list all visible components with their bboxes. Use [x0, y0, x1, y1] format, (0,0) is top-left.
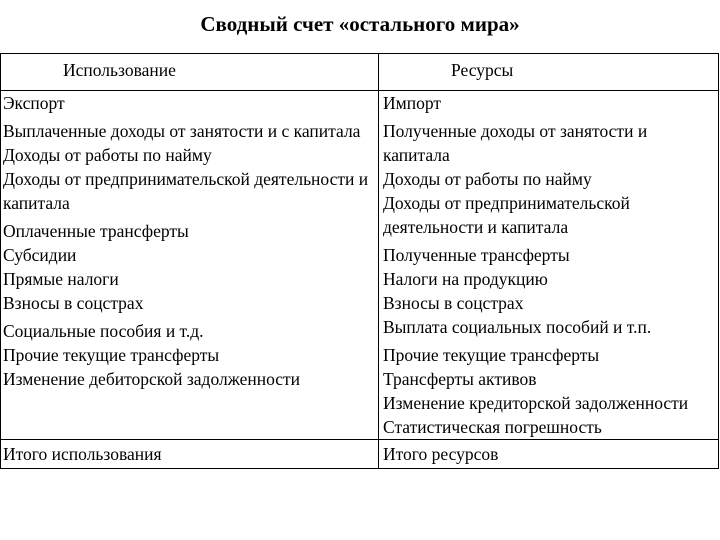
- resources-item: Импорт: [383, 93, 441, 113]
- resources-item: Полученные трансферты: [383, 245, 570, 265]
- resources-total: Итого ресурсов: [379, 440, 719, 469]
- account-table: [0, 53, 719, 469]
- uses-item: Прочие текущие трансферты: [3, 345, 220, 365]
- resources-item: Доходы от работы по найму: [383, 169, 592, 189]
- uses-cell: [1, 91, 379, 440]
- column-header-resources: Ресурсы: [379, 54, 719, 91]
- uses-item: Изменение дебиторской задолженности: [3, 369, 301, 389]
- totals-row: [1, 440, 719, 469]
- resources-item: Налоги на продукцию: [383, 269, 548, 289]
- resources-item: Трансферты активов: [383, 369, 537, 389]
- uses-item: Субсидии: [3, 245, 77, 265]
- uses-item: Доходы от работы по найму: [3, 145, 212, 165]
- uses-item: Оплаченные трансферты: [3, 221, 189, 241]
- resources-item: Полученные доходы от занятости и капитала: [383, 121, 648, 165]
- resources-item: Взносы в соцстрах: [383, 293, 524, 313]
- uses-item: Доходы от предпринимательской деятельности и капитала: [3, 169, 369, 213]
- uses-item: Взносы в соцстрах: [3, 293, 144, 313]
- table-header-row: [1, 54, 719, 91]
- resources-item: Изменение кредиторской задолженности: [383, 393, 689, 413]
- resources-item: Доходы от предпринимательской деятельности и капитала: [383, 193, 630, 237]
- resources-item: Выплата социальных пособий и т.п.: [383, 317, 652, 337]
- uses-item: Социальные пособия и т.д.: [3, 321, 204, 341]
- uses-item: Прямые налоги: [3, 269, 119, 289]
- document-title: Сводный счет «остального мира»: [200, 12, 520, 36]
- uses-item: Экспорт: [3, 93, 65, 113]
- column-header-uses: Использование: [1, 54, 379, 91]
- uses-total: Итого использования: [1, 440, 379, 469]
- table-row: [1, 91, 719, 440]
- uses-item: Выплаченные доходы от занятости и с капитала: [3, 121, 361, 141]
- resources-item: Статистическая погрешность: [383, 417, 602, 437]
- resources-cell: [379, 91, 719, 440]
- resources-item: Прочие текущие трансферты: [383, 345, 600, 365]
